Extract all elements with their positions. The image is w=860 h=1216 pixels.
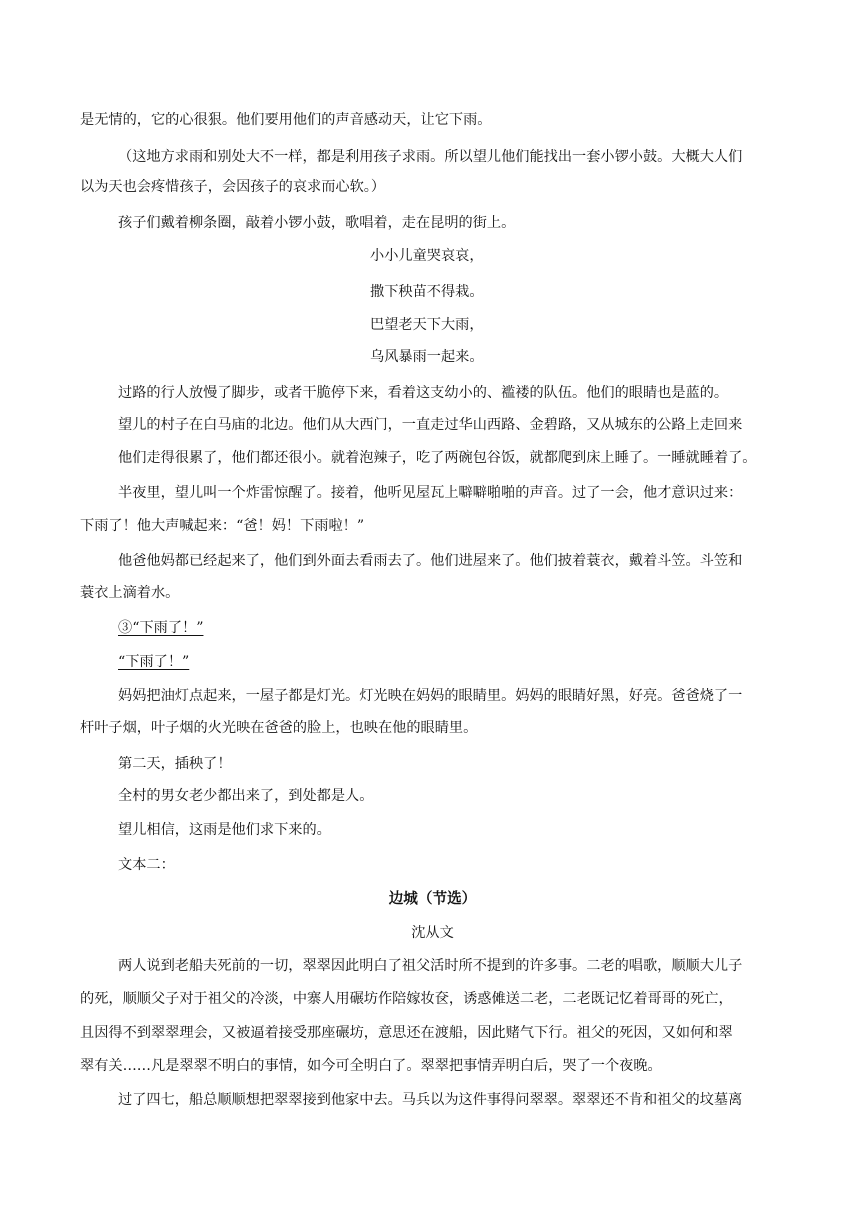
author-name: 沈从文 <box>411 925 454 941</box>
poem-line: 小小儿童哭哀哀， <box>370 248 484 264</box>
paragraph-line: 下雨了！他大声喊起来：“爸！妈！下雨啦！” <box>80 518 365 534</box>
paragraph-line: 半夜里，望儿叫一个炸雷惊醒了。接着，他听见屋瓦上噼噼啪啪的声音。过了一会，他才意识过来： <box>118 485 743 501</box>
paragraph-line: 他爸他妈都已经起来了，他们到外面去看雨去了。他们进屋来了。他们披着蓑衣，戴着斗笠。斗笠和 <box>118 553 743 569</box>
section-title: 边城（节选） <box>388 890 477 907</box>
paragraph-line: 望儿的村子在白马庙的北边。他们从大西门，一直走过华山西路、金碧路，又从城东的公路上走回来 <box>118 417 743 433</box>
paragraph-line: 杆叶子烟，叶子烟的火光映在爸爸的脸上，也映在他的眼睛里。 <box>80 720 478 736</box>
paragraph-line: 的死，顺顺父子对于祖父的冷淡，中寨人用碾坊作陪嫁妆奁，诱惑傩送二老，二老既记忆着哥哥的死亡， <box>80 991 733 1007</box>
section-label: 文本二： <box>118 857 175 873</box>
underlined-line <box>118 618 785 638</box>
paragraph-line: 过了四七，船总顺顺想把翠翠接到他家中去。马兵以为这件事得问翠翠。翠翠还不肯和祖父的坟墓离 <box>118 1092 743 1108</box>
paragraph-line: 是无情的，它的心很狠。他们要用他们的声音感动天，让它下雨。 <box>80 112 492 128</box>
paragraph-line: 两人说到老船夫死前的一切，翠翠因此明白了祖父活时所不提到的许多事。二老的唱歌，顺顺大儿子 <box>118 958 743 974</box>
paragraph-line: （这地方求雨和别处大不一样，都是利用孩子求雨。所以望儿他们能找出一套小锣小鼓。大概大人们 <box>118 149 743 165</box>
paragraph-line: 全村的男女老少都出来了，到处都是人。 <box>118 788 374 804</box>
underlined-text: “下雨了！” <box>118 654 190 670</box>
poem-line: 撒下秧苗不得栽。 <box>370 284 484 300</box>
paragraph-line: 蓑衣上滴着水。 <box>80 585 180 601</box>
poem-line: 巴望老天下大雨， <box>370 317 484 333</box>
paragraph-line: 过路的行人放慢了脚步，或者干脆停下来，看着这支幼小的、褴褛的队伍。他们的眼睛也是蓝的。 <box>118 385 729 401</box>
paragraph-line: 孩子们戴着柳条圈，敲着小锣小鼓，歌唱着，走在昆明的街上。 <box>118 215 516 231</box>
paragraph-line: 妈妈把油灯点起来，一屋子都是灯光。灯光映在妈妈的眼睛里。妈妈的眼睛好黑，好亮。爸爸烧了一 <box>118 688 743 704</box>
underlined-line <box>118 652 785 672</box>
paragraph-line: 以为天也会疼惜孩子，会因孩子的哀求而心软。） <box>80 179 386 195</box>
paragraph-line: 第二天，插秧了！ <box>118 756 232 772</box>
poem-line: 乌风暴雨一起来。 <box>370 349 484 365</box>
paragraph-line: 望儿相信，这雨是他们求下来的。 <box>118 822 331 838</box>
paragraph-line: 且因得不到翠翠理会，又被逼着接受那座碾坊，意思还在渡船，因此赌气下行。祖父的死因，又如何和翠 <box>80 1025 733 1041</box>
paragraph-line: 他们走得很累了，他们都还很小。就着泡辣子，吃了两碗包谷饭，就都爬到床上睡了。一睡就睡着了。 <box>118 450 757 466</box>
underlined-text: ③“下雨了！” <box>118 620 204 636</box>
paragraph-line: 翠有关……凡是翠翠不明白的事情，如今可全明白了。翠翠把事情弄明白后，哭了一个夜晚。 <box>80 1058 662 1074</box>
